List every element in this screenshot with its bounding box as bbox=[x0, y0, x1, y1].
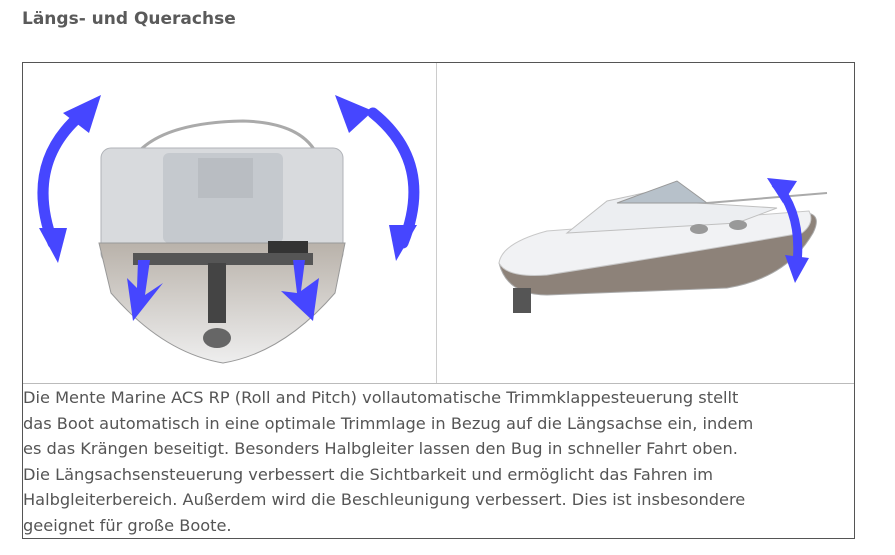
caption-line: das Boot automatisch in eine optimale Trimmlage in Bezug auf die Längsachse ein, indem bbox=[23, 413, 754, 433]
boat-side-pitch-axis-image bbox=[437, 63, 854, 383]
info-table bbox=[22, 62, 855, 539]
boat-rear-roll-axis-image bbox=[23, 63, 436, 383]
caption-line: Die Längsachsensteuerung verbessert die Sichtbarkeit und ermöglicht das Fahren im bbox=[23, 464, 713, 484]
caption-line: es das Krängen beseitigt. Besonders Halbgleiter lassen den Bug in schneller Fahrt oben. bbox=[23, 439, 738, 459]
image-cell-roll bbox=[23, 63, 437, 383]
image-cell-pitch bbox=[437, 63, 854, 383]
page-title: Längs- und Querachse bbox=[22, 9, 236, 29]
caption-line: Halbgleiterbereich. Außerdem wird die Beschleunigung verbessert. Dies ist insbesondere bbox=[23, 490, 746, 510]
caption-line: geeignet für große Boote. bbox=[23, 515, 232, 535]
caption-line: Die Mente Marine ACS RP (Roll and Pitch) vollautomatische Trimmklappesteuerung stellt bbox=[23, 388, 739, 407]
description-text bbox=[23, 383, 854, 539]
